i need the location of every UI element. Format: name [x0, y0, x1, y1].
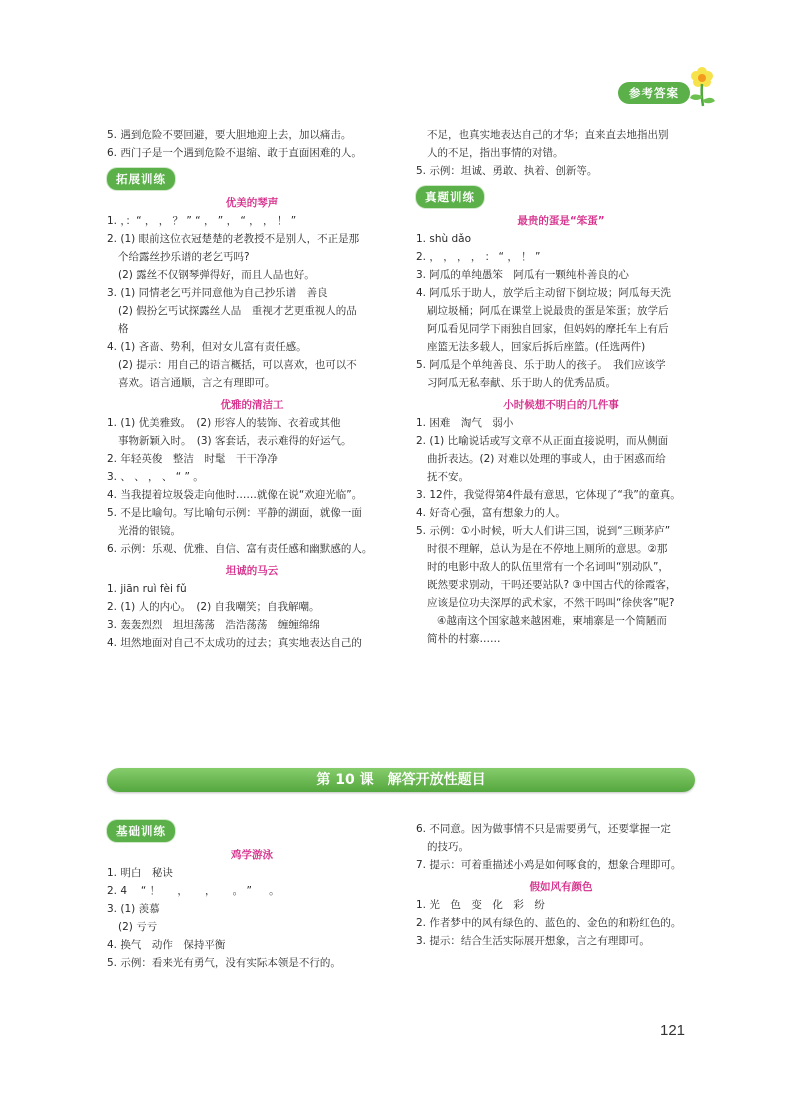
section-label-exam: 真题训练	[416, 186, 484, 208]
text-line: 1. shù dǎo	[416, 233, 471, 245]
subheading: 最贵的蛋是“笨蛋”	[517, 215, 605, 227]
text-line: 5. 示例：看来光有勇气，没有实际本领是不行的。	[107, 957, 341, 969]
text-line: 4. (1) 吝啬、势利，但对女儿富有责任感。	[107, 341, 307, 353]
text-line: 2. (1) 眼前这位衣冠楚楚的老教授不是别人，不正是那	[107, 233, 360, 245]
text-line: 时的电影中敌人的队伍里常有一个名词叫“别动队”，	[427, 561, 669, 573]
subheading: 优雅的清洁工	[220, 399, 284, 411]
text-line: (2) 提示：用自己的语言概括，可以喜欢，也可以不	[118, 359, 357, 371]
text-line: 人的不足，指出事情的对错。	[427, 147, 564, 159]
bottom-left-column	[107, 820, 397, 972]
subheading: 假如风有颜色	[529, 881, 593, 893]
text-line: 3. (1) 羡慕	[107, 903, 160, 915]
section-label-extension: 拓展训练	[107, 168, 175, 190]
text-line: 4. 坦然地面对自己不太成功的过去；真实地表达自己的	[107, 637, 362, 649]
subheading: 优美的琴声	[225, 197, 279, 209]
text-line: 曲折表达。(2) 对难以处理的事或人，由于困惑而给	[427, 453, 666, 465]
text-line: 1. jiān ruì fèi fǔ	[107, 583, 187, 595]
text-line: 3. 、 、 ， 、 “ ” 。	[107, 471, 204, 483]
text-line: 既然要求别动，干吗还要站队? ③中国古代的徐霞客，	[427, 579, 677, 591]
answer-key-badge: 参考答案	[618, 82, 690, 104]
text-line: 6. 示例：乐观、优雅、自信、富有责任感和幽默感的人。	[107, 543, 373, 555]
text-line: 3. 轰轰烈烈 坦坦荡荡 浩浩荡荡 缠缠绵绵	[107, 619, 320, 631]
text-line: 5. 示例：坦诚、勇敢、执着、创新等。	[416, 165, 598, 177]
text-line: 1. 明白 秘诀	[107, 867, 173, 879]
text-line: 抚不安。	[427, 471, 469, 483]
text-line: 2. 年轻英俊 整洁 时髦 干干净净	[107, 453, 278, 465]
top-right-column	[416, 126, 706, 648]
text-line: 1. ，：“ ， ， ？ ” “ ， ” ， “ ， ， ！ ”	[107, 215, 297, 227]
subheading: 坦诚的马云	[225, 565, 279, 577]
text-line: 个给露丝抄乐谱的老乞丐吗?	[118, 251, 250, 263]
text-line: 3. (1) 同情老乞丐并同意他为自己抄乐谱 善良	[107, 287, 328, 299]
text-line: 时很不理解，总认为是在不停地上厕所的意思。②那	[427, 543, 668, 555]
subheading: 鸡学游泳	[231, 849, 273, 861]
text-line: 光滑的银镜。	[118, 525, 181, 537]
text-line: 5. 阿瓜是个单纯善良、乐于助人的孩子。 我们应该学	[416, 359, 666, 371]
text-line: 习阿瓜无私奉献、乐于助人的优秀品质。	[427, 377, 616, 389]
text-line: 2. (1) 人的内心。 (2) 自我嘲笑；自我解嘲。	[107, 601, 320, 613]
text-line: (2) 露丝不仅钢琴弹得好，而且人品也好。	[118, 269, 315, 281]
text-line: (2) 亏亏	[118, 921, 158, 933]
text-line: 阿瓜看见同学下雨独自回家，但妈妈的摩托车上有后	[427, 323, 669, 335]
text-line: ④越南这个国家越来越困难，柬埔寨是一个简陋而	[437, 615, 667, 627]
text-line: 6. 不同意。因为做事情不只是需要勇气，还要掌握一定	[416, 823, 671, 835]
text-line: 6. 西门子是一个遇到危险不退缩、敢于直面困难的人。	[107, 147, 362, 159]
text-line: 2. (1) 比喻说话或写文章不从正面直接说明，而从侧面	[416, 435, 669, 447]
text-line: 2. 作者梦中的风有绿色的、蓝色的、金色的和粉红色的。	[416, 917, 682, 929]
subheading: 小时候想不明白的几件事	[503, 399, 619, 411]
text-line: 3. 提示：结合生活实际展开想象，言之有理即可。	[416, 935, 650, 947]
text-line: (2) 假扮乞丐试探露丝人品 重视才艺更重视人的品	[118, 305, 357, 317]
text-line: 5. 不是比喻句。写比喻句示例：平静的湖面，就像一面	[107, 507, 362, 519]
lesson-banner: 第 10 课 解答开放性题目	[107, 768, 695, 792]
text-line: 3. 阿瓜的单纯愚笨 阿瓜有一颗纯朴善良的心	[416, 269, 629, 281]
text-line: 座篮无法多载人，回家后拆后座篮。(任选两件)	[427, 341, 646, 353]
text-line: 5. 遇到危险不要回避，要大胆地迎上去，加以痛击。	[107, 129, 352, 141]
text-line: 事物新颖入时。 (3) 客套话，表示难得的好运气。	[118, 435, 352, 447]
text-line: 2. ， ， ， ， ： “ ， ！ ”	[416, 251, 541, 263]
text-line: 1. 困难 淘气 弱小	[416, 417, 514, 429]
text-line: 1. 光 色 变 化 彩 纷	[416, 899, 545, 911]
bottom-right-column	[416, 820, 706, 950]
text-line: 1. (1) 优美雅致。 (2) 形容人的装饰、衣着或其他	[107, 417, 341, 429]
text-line: 刷垃圾桶；阿瓜在课堂上说最贵的蛋是笨蛋；放学后	[427, 305, 669, 317]
text-line: 4. 换气 动作 保持平衡	[107, 939, 226, 951]
text-line: 4. 好奇心强，富有想象力的人。	[416, 507, 566, 519]
text-line: 5. 示例：①小时候，听大人们讲三国，说到“三顾茅庐”	[416, 525, 671, 537]
text-line: 格	[118, 323, 129, 335]
text-line: 4. 当我提着垃圾袋走向他时……就像在说“欢迎光临”。	[107, 489, 363, 501]
text-line: 喜欢。语言通顺，言之有理即可。	[118, 377, 276, 389]
text-line: 3. 12件，我觉得第4件最有意思，它体现了“我”的童真。	[416, 489, 681, 501]
text-line: 应该是位功夫深厚的武术家，不然干吗叫“徐侠客”呢?	[427, 597, 675, 609]
text-line: 简朴的村寨……	[427, 633, 501, 645]
text-line: 不足，也真实地表达自己的才华；直来直去地指出别	[427, 129, 669, 141]
top-left-column	[107, 126, 397, 652]
flower-icon	[684, 62, 720, 110]
text-line: 7. 提示：可着重描述小鸡是如何啄食的，想象合理即可。	[416, 859, 682, 871]
section-label-basic: 基础训练	[107, 820, 175, 842]
text-line: 2. 4 “ ！ ， ， 。 ” 。	[107, 885, 280, 897]
page-number: 121	[660, 1022, 686, 1039]
text-line: 的技巧。	[427, 841, 469, 853]
text-line: 4. 阿瓜乐于助人，放学后主动留下倒垃圾；阿瓜每天洗	[416, 287, 671, 299]
